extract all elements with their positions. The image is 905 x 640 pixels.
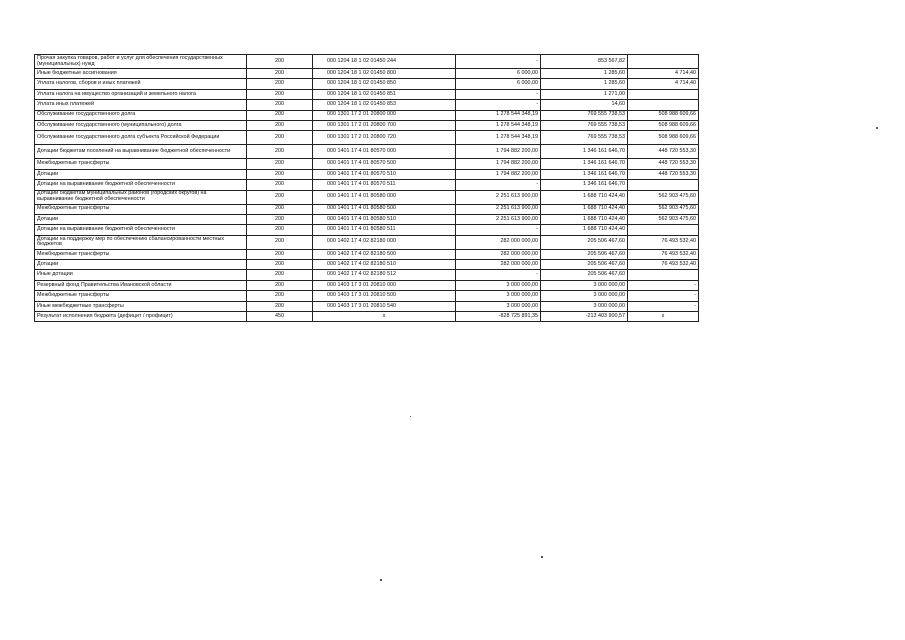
row-classification-code: 000 1402 17 4 02 82180 500 xyxy=(313,249,456,259)
row-classification-code: 000 1403 17 3 01 20810 500 xyxy=(313,291,456,301)
scan-speck xyxy=(380,579,382,581)
row-executed-amount: 205 506 467,60 xyxy=(541,260,628,270)
row-name: Прочая закупка товаров, работ и услуг для обеспечения государственных (муниципальных) нужд xyxy=(35,55,247,69)
row-approved-amount: - xyxy=(456,270,541,280)
table-row xyxy=(35,131,699,145)
row-line-code: 200 xyxy=(247,249,313,259)
row-executed-amount: 1 688 710 424,40 xyxy=(541,225,628,235)
row-executed-amount: 1 688 710 424,40 xyxy=(541,214,628,224)
row-approved-amount: -828 725 891,35 xyxy=(456,312,541,322)
row-executed-amount: 769 555 738,53 xyxy=(541,110,628,120)
row-classification-code: 000 1401 17 4 01 80580 500 xyxy=(313,204,456,214)
row-executed-amount: -213 403 900,57 xyxy=(541,312,628,322)
row-unexecuted-amount xyxy=(628,55,699,69)
row-executed-amount: 1 346 161 646,70 xyxy=(541,180,628,190)
row-approved-amount: 2 251 613 900,00 xyxy=(456,204,541,214)
row-approved-amount: - xyxy=(456,55,541,69)
row-unexecuted-amount: 76 493 532,40 xyxy=(628,260,699,270)
row-unexecuted-amount: 4 714,40 xyxy=(628,69,699,79)
row-line-code: 200 xyxy=(247,280,313,290)
budget-execution-table xyxy=(34,54,699,322)
row-name: Дотации на выравнивание бюджетной обеспеченности xyxy=(35,180,247,190)
row-line-code: 450 xyxy=(247,312,313,322)
row-executed-amount: 3 000 000,00 xyxy=(541,291,628,301)
row-executed-amount: 14,60 xyxy=(541,100,628,110)
row-line-code: 200 xyxy=(247,214,313,224)
row-unexecuted-amount: 508 988 609,66 xyxy=(628,120,699,130)
row-classification-code: 000 1402 17 4 02 82180 510 xyxy=(313,260,456,270)
row-unexecuted-amount: 508 988 609,66 xyxy=(628,110,699,120)
row-name: Обслуживание государственного (муниципального) долга xyxy=(35,120,247,130)
row-executed-amount: 205 506 467,60 xyxy=(541,235,628,249)
table-row xyxy=(35,69,699,79)
row-approved-amount: 3 000 000,00 xyxy=(456,280,541,290)
row-classification-code: 000 1301 17 2 01 20800 720 xyxy=(313,131,456,145)
row-executed-amount: 1 688 710 424,40 xyxy=(541,204,628,214)
row-unexecuted-amount: - xyxy=(628,291,699,301)
row-executed-amount: 769 555 738,53 xyxy=(541,131,628,145)
row-approved-amount: 282 000 000,00 xyxy=(456,249,541,259)
table-row xyxy=(35,79,699,89)
budget-sheet xyxy=(34,54,698,322)
row-unexecuted-amount xyxy=(628,225,699,235)
row-unexecuted-amount: 562 903 475,60 xyxy=(628,214,699,224)
row-name: Иные межбюджетные трансферты xyxy=(35,301,247,311)
row-classification-code: 000 1204 18 1 02 01450 800 xyxy=(313,69,456,79)
row-approved-amount: - xyxy=(456,89,541,99)
table-row xyxy=(35,270,699,280)
table-row xyxy=(35,312,699,322)
table-row xyxy=(35,89,699,99)
row-classification-code: 000 1204 18 1 02 01450 850 xyxy=(313,79,456,89)
row-unexecuted-amount: 562 903 475,60 xyxy=(628,190,699,204)
row-classification-code: 000 1402 17 4 02 82180 512 xyxy=(313,270,456,280)
table-row xyxy=(35,280,699,290)
row-classification-code: 000 1402 17 4 02 82180 000 xyxy=(313,235,456,249)
row-line-code: 200 xyxy=(247,204,313,214)
row-line-code: 200 xyxy=(247,145,313,159)
row-executed-amount: 1 271,00 xyxy=(541,89,628,99)
row-approved-amount: 282 000 000,00 xyxy=(456,260,541,270)
row-unexecuted-amount xyxy=(628,100,699,110)
table-row xyxy=(35,204,699,214)
row-approved-amount: 1 794 882 200,00 xyxy=(456,169,541,179)
row-classification-code: 000 1204 18 1 02 01450 244 xyxy=(313,55,456,69)
row-executed-amount: 853 567,82 xyxy=(541,55,628,69)
row-classification-code: 000 1403 17 3 01 20810 540 xyxy=(313,301,456,311)
row-line-code: 200 xyxy=(247,69,313,79)
row-line-code: 200 xyxy=(247,225,313,235)
row-unexecuted-amount: 508 988 609,66 xyxy=(628,131,699,145)
row-line-code: 200 xyxy=(247,190,313,204)
row-name: Дотации бюджетам поселений на выравнивание бюджетной обеспеченности xyxy=(35,145,247,159)
row-name: Иные бюджетные ассигнования xyxy=(35,69,247,79)
row-line-code: 200 xyxy=(247,291,313,301)
row-name: Дотации на поддержку мер по обеспечению сбалансированности местных бюджетов xyxy=(35,235,247,249)
row-classification-code: 000 1401 17 4 01 80580 511 xyxy=(313,225,456,235)
row-unexecuted-amount xyxy=(628,180,699,190)
scan-speck xyxy=(410,416,411,417)
row-approved-amount: 6 000,00 xyxy=(456,79,541,89)
row-executed-amount: 3 000 000,00 xyxy=(541,301,628,311)
row-approved-amount: 3 000 000,00 xyxy=(456,291,541,301)
row-line-code: 200 xyxy=(247,89,313,99)
row-classification-code: 000 1401 17 4 01 80570 500 xyxy=(313,159,456,169)
row-classification-code: 000 1401 17 4 01 80580 000 xyxy=(313,190,456,204)
row-approved-amount: - xyxy=(456,225,541,235)
row-classification-code: 000 1401 17 4 01 80570 000 xyxy=(313,145,456,159)
row-classification-code: x xyxy=(313,312,456,322)
row-executed-amount: 769 555 738,53 xyxy=(541,120,628,130)
row-executed-amount: 1 346 161 646,70 xyxy=(541,145,628,159)
row-classification-code: 000 1204 18 1 02 01450 853 xyxy=(313,100,456,110)
row-approved-amount: 1 278 544 348,19 xyxy=(456,131,541,145)
row-name: Межбюджетные трансферты xyxy=(35,249,247,259)
row-unexecuted-amount: 562 903 475,60 xyxy=(628,204,699,214)
row-name: Межбюджетные трансферты xyxy=(35,204,247,214)
row-unexecuted-amount: 448 720 553,30 xyxy=(628,169,699,179)
row-unexecuted-amount: - xyxy=(628,280,699,290)
row-line-code: 200 xyxy=(247,100,313,110)
row-name: Дотации xyxy=(35,169,247,179)
row-approved-amount: 3 000 000,00 xyxy=(456,301,541,311)
row-name: Дотации xyxy=(35,214,247,224)
row-classification-code: 000 1401 17 4 01 80580 510 xyxy=(313,214,456,224)
row-unexecuted-amount: 76 493 532,40 xyxy=(628,235,699,249)
table-row xyxy=(35,235,699,249)
row-name: Дотации бюджетам муниципальных районов (городских округов) на выравнивание бюджетной обеспеченности xyxy=(35,190,247,204)
row-executed-amount: 205 506 467,60 xyxy=(541,270,628,280)
row-unexecuted-amount: 76 493 532,40 xyxy=(628,249,699,259)
row-name: Уплата налога на имущество организаций и земельного налога xyxy=(35,89,247,99)
row-approved-amount: 1 278 544 348,19 xyxy=(456,120,541,130)
row-line-code: 200 xyxy=(247,270,313,280)
row-line-code: 200 xyxy=(247,79,313,89)
row-unexecuted-amount: 448 720 553,30 xyxy=(628,159,699,169)
table-row xyxy=(35,260,699,270)
row-classification-code: 000 1401 17 4 01 80570 511 xyxy=(313,180,456,190)
row-approved-amount: 1 278 544 348,19 xyxy=(456,110,541,120)
row-executed-amount: 1 285,60 xyxy=(541,79,628,89)
row-name: Резервный фонд Правительства Ивановской области xyxy=(35,280,247,290)
table-row xyxy=(35,214,699,224)
scan-speck xyxy=(876,127,878,129)
table-row xyxy=(35,120,699,130)
table-row xyxy=(35,100,699,110)
row-classification-code: 000 1204 18 1 02 01450 851 xyxy=(313,89,456,99)
table-row xyxy=(35,169,699,179)
row-executed-amount: 3 000 000,00 xyxy=(541,280,628,290)
row-approved-amount: 2 251 613 900,00 xyxy=(456,190,541,204)
row-name: Обслуживание государственного долга xyxy=(35,110,247,120)
row-approved-amount: - xyxy=(456,180,541,190)
row-line-code: 200 xyxy=(247,159,313,169)
table-row xyxy=(35,145,699,159)
row-unexecuted-amount: 4 714,40 xyxy=(628,79,699,89)
row-unexecuted-amount: 448 720 553,30 xyxy=(628,145,699,159)
table-row xyxy=(35,249,699,259)
table-row xyxy=(35,180,699,190)
row-name: Обслуживание государственного долга субъекта Российской Федерации xyxy=(35,131,247,145)
row-name: Уплата иных платежей xyxy=(35,100,247,110)
row-line-code: 200 xyxy=(247,120,313,130)
row-approved-amount: 282 000 000,00 xyxy=(456,235,541,249)
table-row xyxy=(35,291,699,301)
row-classification-code: 000 1301 17 2 01 20800 000 xyxy=(313,110,456,120)
row-approved-amount: - xyxy=(456,100,541,110)
row-unexecuted-amount: - xyxy=(628,301,699,311)
row-name: Уплата налогов, сборов и иных платежей xyxy=(35,79,247,89)
table-row xyxy=(35,159,699,169)
row-unexecuted-amount xyxy=(628,270,699,280)
table-body xyxy=(35,55,699,322)
row-approved-amount: 2 251 613 900,00 xyxy=(456,214,541,224)
row-name: Дотации xyxy=(35,260,247,270)
row-executed-amount: 205 506 467,60 xyxy=(541,249,628,259)
row-line-code: 200 xyxy=(247,235,313,249)
scan-speck xyxy=(541,556,543,558)
row-approved-amount: 1 794 882 200,00 xyxy=(456,159,541,169)
table-row xyxy=(35,301,699,311)
row-unexecuted-amount: x xyxy=(628,312,699,322)
row-executed-amount: 1 346 161 646,70 xyxy=(541,159,628,169)
table-row xyxy=(35,225,699,235)
row-name: Межбюджетные трансферты xyxy=(35,291,247,301)
table-row xyxy=(35,55,699,69)
row-name: Иные дотации xyxy=(35,270,247,280)
row-line-code: 200 xyxy=(247,169,313,179)
row-line-code: 200 xyxy=(247,55,313,69)
row-executed-amount: 1 688 710 424,40 xyxy=(541,190,628,204)
row-line-code: 200 xyxy=(247,180,313,190)
row-line-code: 200 xyxy=(247,131,313,145)
row-executed-amount: 1 346 161 646,70 xyxy=(541,169,628,179)
row-name: Результат исполнения бюджета (дефицит / профицит) xyxy=(35,312,247,322)
row-line-code: 200 xyxy=(247,301,313,311)
row-classification-code: 000 1403 17 3 01 20810 000 xyxy=(313,280,456,290)
row-line-code: 200 xyxy=(247,260,313,270)
table-row xyxy=(35,190,699,204)
row-name: Дотации на выравнивание бюджетной обеспеченности xyxy=(35,225,247,235)
row-executed-amount: 1 285,60 xyxy=(541,69,628,79)
row-approved-amount: 6 000,00 xyxy=(456,69,541,79)
row-classification-code: 000 1301 17 2 01 20800 700 xyxy=(313,120,456,130)
row-classification-code: 000 1401 17 4 01 80570 510 xyxy=(313,169,456,179)
row-line-code: 200 xyxy=(247,110,313,120)
row-name: Межбюджетные трансферты xyxy=(35,159,247,169)
table-row xyxy=(35,110,699,120)
row-approved-amount: 1 794 882 200,00 xyxy=(456,145,541,159)
row-unexecuted-amount xyxy=(628,89,699,99)
